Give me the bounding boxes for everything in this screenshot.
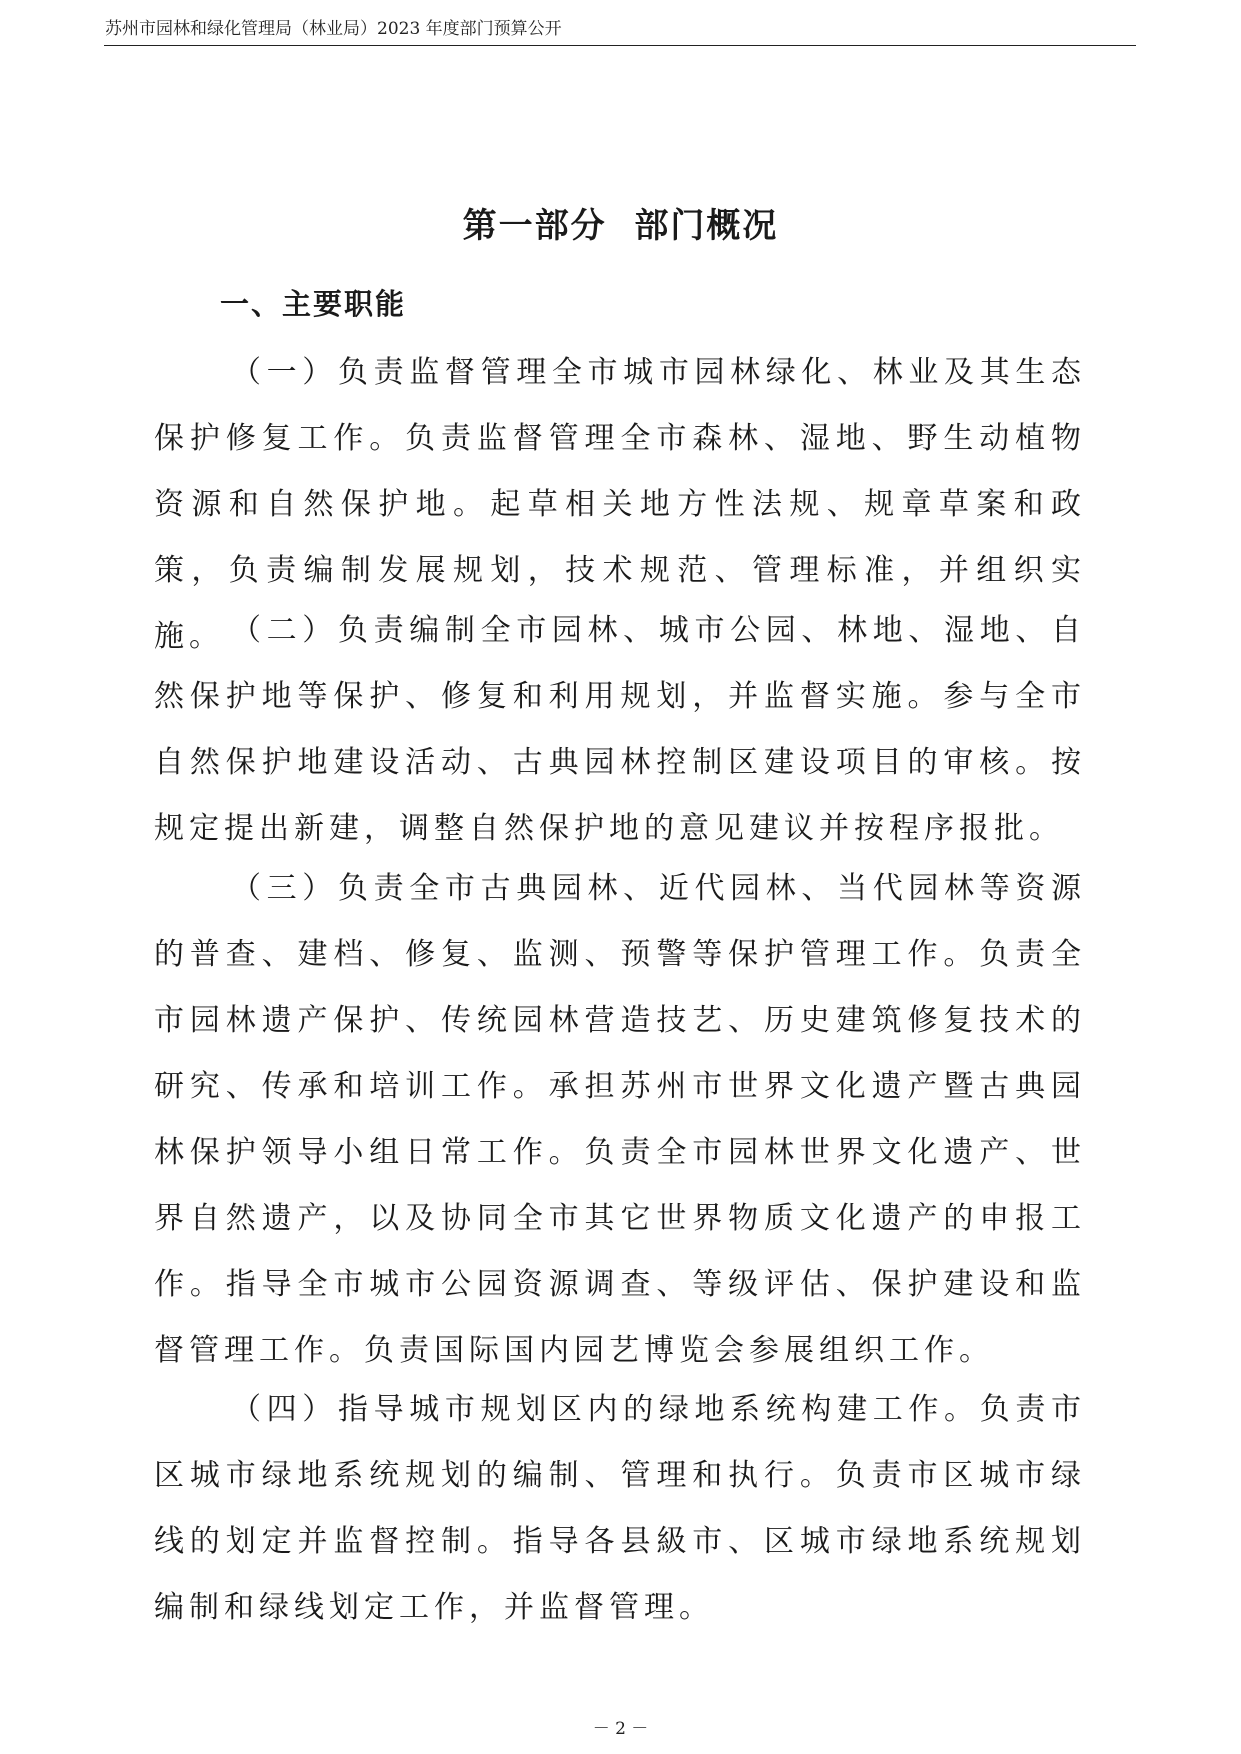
part-title: 第一部分 部门概况	[462, 206, 779, 246]
header-rule	[104, 45, 1136, 46]
paragraph-duty-2: （二）负责编制全市园林、城市公园、林地、湿地、自然保护地等保护、修复和利用规划，并监督实施。参与全市自然保护地建设活动、古典园林控制区建设项目的审核。按规定提出新建，调整自然保护地的意见建议并按程序报批。	[154, 613, 1086, 846]
running-header: 苏州市园林和绿化管理局（林业局）2023 年度部门预算公开	[105, 19, 562, 39]
paragraph-duty-4: （四）指导城市规划区内的绿地系统构建工作。负责市区城市绿地系统规划的编制、管理和执行。负责市区城市绿线的划定并监督控制。指导各县級市、区城市绿地系统规划编制和绿线划定工作，并监督管理。	[154, 1392, 1086, 1625]
paragraph-duty-3: （三）负责全市古典园林、近代园林、当代园林等资源的普查、建档、修复、监测、预警等保护管理工作。负责全市园林遗产保护、传统园林营造技艺、历史建筑修复技术的研究、传承和培训工作。承担苏州市世界文化遗产暨古典园林保护领导小组日常工作。负责全市园林世界文化遗产、世界自然遗产，以及协同全市其它世界物质文化遗产的申报工作。指导全市城市公园资源调查、等级评估、保护建设和监督管理工作。负责国际国内园艺博览会参展组织工作。	[154, 871, 1086, 1368]
section-heading: 一、主要职能	[220, 287, 407, 321]
page-number: － 2 －	[592, 1719, 649, 1739]
paragraph-duty-1: （一）负责监督管理全市城市园林绿化、林业及其生态保护修复工作。负责监督管理全市森林、湿地、野生动植物资源和自然保护地。起草相关地方性法规、规章草案和政策，负责编制发展规划，技术规范、管理标准，并组织实施。	[154, 355, 1086, 654]
